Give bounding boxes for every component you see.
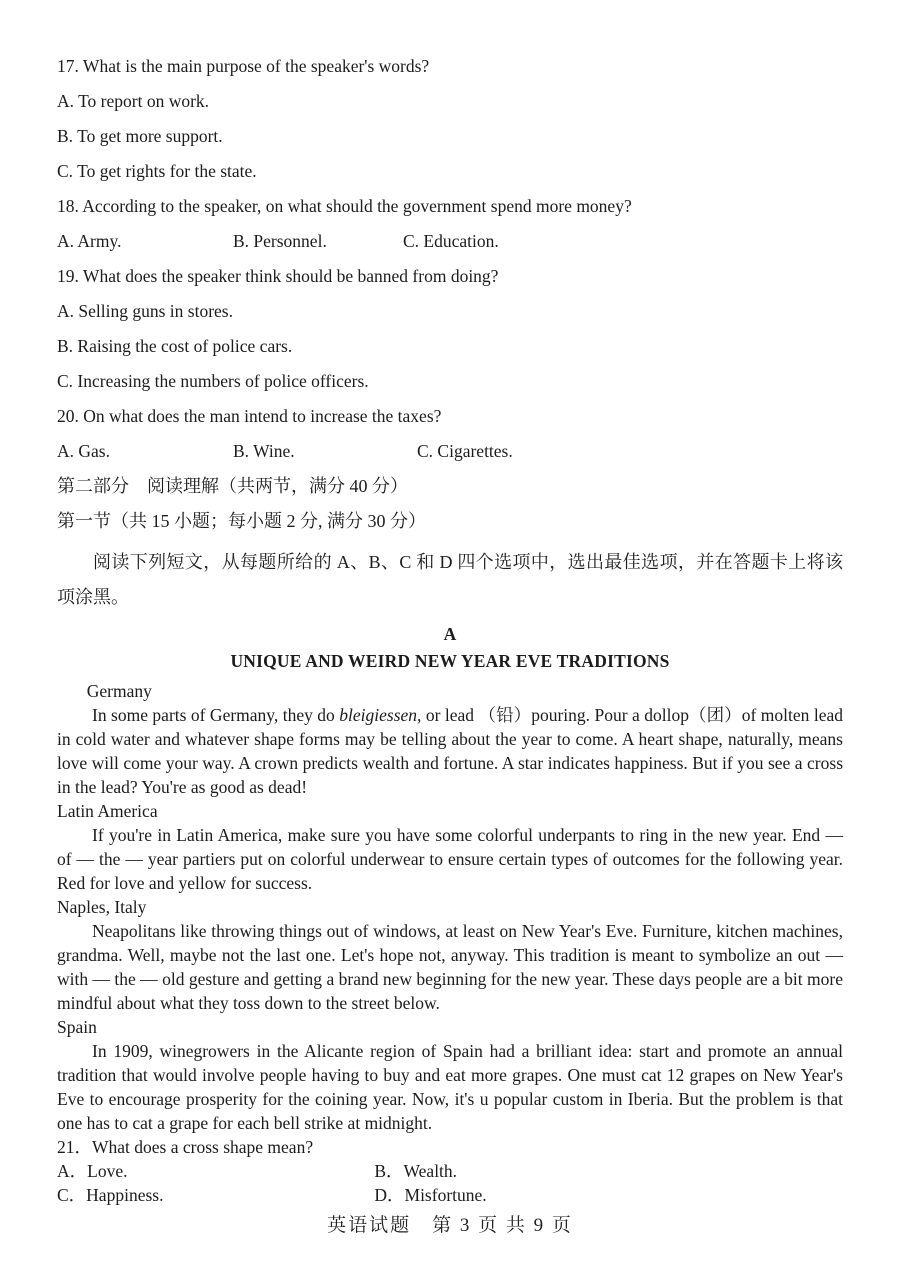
question-17-option-c: C. To get rights for the state. bbox=[57, 161, 257, 181]
part2-header: 第二部分 阅读理解（共两节，满分 40 分） bbox=[57, 476, 408, 496]
question-18-option-a: A. Army. bbox=[57, 231, 122, 251]
passage-title: UNIQUE AND WEIRD NEW YEAR EVE TRADITIONS bbox=[230, 651, 670, 671]
germany-text-pre: In some parts of Germany, they do bbox=[92, 705, 340, 725]
germany-italic-term: bleigiessen, bbox=[339, 705, 422, 725]
question-20-option-b: B. Wine. bbox=[233, 441, 295, 461]
spain-paragraph: In 1909, winegrowers in the Alicante region of Spain had a brilliant idea: start and promote an annual tradition that would involve people having to buy and eat more grapes. One must cat 12 grapes on New Year's Eve to encourage prosperity for the coining year. Now, it's u popular custom in Iberia. But the problem is that one has to cat a grape for each bell strike at midnight. bbox=[57, 1041, 843, 1133]
spain-heading: Spain bbox=[57, 1017, 97, 1037]
question-17-option-b: B. To get more support. bbox=[57, 126, 223, 146]
question-19-text: 19. What does the speaker think should be banned from doing? bbox=[57, 266, 499, 286]
germany-paragraph bbox=[57, 703, 843, 799]
passage-body bbox=[57, 679, 843, 1207]
question-18-options bbox=[57, 230, 843, 252]
listening-section bbox=[57, 55, 843, 462]
question-18-option-c: C. Education. bbox=[403, 231, 499, 251]
question-21-option-a: A．Love. bbox=[57, 1161, 128, 1181]
page-footer: 英语试题 第 3 页 共 9 页 bbox=[327, 1215, 573, 1236]
question-19-option-c: C. Increasing the numbers of police officers. bbox=[57, 371, 369, 391]
question-20-option-c: C. Cigarettes. bbox=[417, 441, 513, 461]
question-20-text: 20. On what does the man intend to increase the taxes? bbox=[57, 406, 442, 426]
question-17-text: 17. What is the main purpose of the speaker's words? bbox=[57, 56, 430, 76]
question-18-option-b: B. Personnel. bbox=[233, 231, 327, 251]
naples-heading: Naples, Italy bbox=[57, 897, 147, 917]
question-18-text: 18. According to the speaker, on what should the government spend more money? bbox=[57, 196, 632, 216]
question-21-option-d: D．Misfortune. bbox=[374, 1185, 487, 1205]
question-21-option-b: B．Wealth. bbox=[374, 1161, 458, 1181]
latin-america-heading: Latin America bbox=[57, 801, 158, 821]
section1-header: 第一节（共 15 小题；每小题 2 分, 满分 30 分） bbox=[57, 511, 426, 531]
latin-america-paragraph: If you're in Latin America, make sure you have some colorful underpants to ring in the new year. End — of — the — year partiers put on colorful underwear to ensure certain types of outcomes for the following year. Red for love and yellow for success. bbox=[57, 825, 843, 893]
question-21-options-row-1 bbox=[57, 1159, 843, 1183]
germany-heading: Germany bbox=[86, 681, 152, 701]
naples-paragraph: Neapolitans like throwing things out of windows, at least on New Year's Eve. Furniture, kitchen machines, grandma. Well, maybe not the last one. Let's hope not, anyway. This tradition is meant to symbolize an out — with — the — old gesture and getting a brand new beginning for the new year. These days people are a bit more mindful about what they toss down to the street below. bbox=[57, 921, 843, 1013]
reading-instructions: 阅读下列短文，从每题所给的 A、B、C 和 D 四个选项中，选出最佳选项，并在答题卡上将该项涂黑。 bbox=[57, 552, 843, 607]
question-21-text: 21．What does a cross shape mean? bbox=[57, 1137, 314, 1157]
question-20-option-a: A. Gas. bbox=[57, 441, 110, 461]
question-19-option-b: B. Raising the cost of police cars. bbox=[57, 336, 293, 356]
reading-section bbox=[57, 475, 843, 1207]
passage-label: A bbox=[443, 624, 457, 644]
germany-text-post: or lead （铅）pouring. Pour a dollop（团）of molten lead in cold water and whatever shape forms may be telling about the year to come. A heart shape, naturally, means love will come your way. A crown predicts wealth and fortune. A star indicates happiness. But if you see a cross in the lead? You're as good as dead! bbox=[57, 705, 843, 797]
question-21-option-c: C．Happiness. bbox=[57, 1185, 164, 1205]
question-19-option-a: A. Selling guns in stores. bbox=[57, 301, 233, 321]
question-21-options-row-2 bbox=[57, 1183, 843, 1207]
question-17-option-a: A. To report on work. bbox=[57, 91, 210, 111]
question-20-options bbox=[57, 440, 843, 462]
